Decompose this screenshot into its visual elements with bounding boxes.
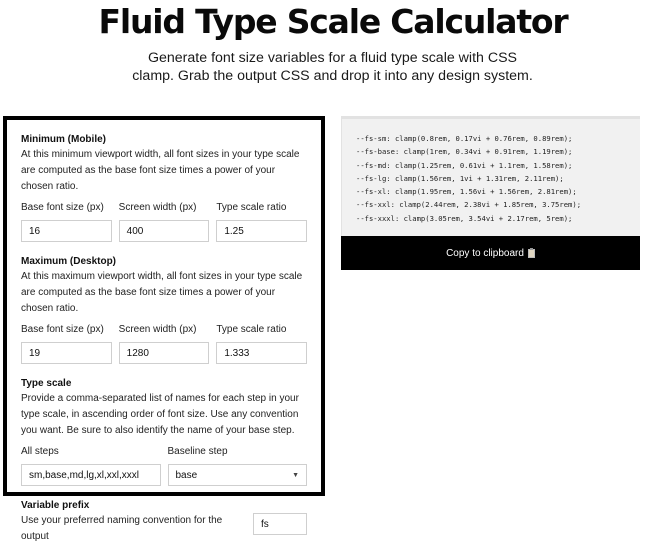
prefix-section	[21, 500, 307, 545]
variable-prefix-input[interactable]: fs	[253, 513, 307, 535]
field-label: Baseline step	[167, 446, 228, 457]
maximum-section	[21, 256, 307, 364]
max-screen-width-input[interactable]: 1280	[119, 342, 210, 364]
code-line: --fs-xl: clamp(1.95rem, 1.56vi + 1.56rem, 2.81rem);	[356, 187, 577, 197]
css-output	[341, 116, 640, 236]
section-title: Minimum (Mobile)	[21, 134, 106, 145]
section-title: Maximum (Desktop)	[21, 256, 117, 267]
minimum-section	[21, 134, 307, 242]
chevron-down-icon: ▼	[292, 471, 299, 479]
section-title: Type scale	[21, 378, 72, 389]
subtitle-line-1: Generate font size variables for a fluid type scale with CSS	[147, 50, 518, 66]
code-line: --fs-xxl: clamp(2.44rem, 2.38vi + 1.85rem, 3.75rem);	[356, 200, 582, 210]
field-label: Type scale ratio	[216, 202, 287, 213]
page-title: Fluid Type Scale Calculator	[98, 2, 568, 41]
section-description: Provide a comma-separated list of names for each step in your type scale, in ascending order of font size. Use any convention you want. Be sure to also identify the name of your base step.	[21, 393, 299, 436]
min-screen-width-input[interactable]: 400	[119, 220, 210, 242]
clipboard-icon	[528, 249, 535, 258]
section-description: At this maximum viewport width, all font sizes in your type scale are computed as the base font size times a power of your chosen ratio.	[21, 271, 303, 314]
section-description: At this minimum viewport width, all font sizes in your type scale are computed as the base font size times a power of your chosen ratio.	[21, 149, 300, 192]
field-label: All steps	[21, 446, 59, 457]
code-line: --fs-md: clamp(1.25rem, 0.61vi + 1.1rem, 1.58rem);	[356, 160, 573, 170]
field-label: Screen width (px)	[118, 324, 197, 335]
section-title: Variable prefix	[21, 500, 90, 511]
field-label: Screen width (px)	[118, 202, 197, 213]
field-label: Base font size (px)	[21, 324, 104, 335]
min-base-font-size-input[interactable]: 16	[21, 220, 112, 242]
code-line: --fs-base: clamp(1rem, 0.34vi + 0.91rem, 1.19rem);	[356, 147, 573, 157]
settings-form	[3, 116, 325, 542]
all-steps-input[interactable]: sm,base,md,lg,xl,xxl,xxxl	[21, 464, 161, 486]
min-type-scale-ratio-input[interactable]: 1.25	[216, 220, 307, 242]
select-value: base	[175, 469, 198, 481]
copy-to-clipboard-button[interactable]	[341, 236, 640, 270]
page-subtitle	[100, 49, 565, 85]
field-label: Type scale ratio	[216, 324, 287, 335]
code-line: --fs-sm: clamp(0.8rem, 0.17vi + 0.76rem, 0.89rem);	[356, 134, 573, 143]
max-type-scale-ratio-input[interactable]: 1.333	[216, 342, 307, 364]
max-base-font-size-input[interactable]: 19	[21, 342, 112, 364]
output-panel	[341, 116, 640, 270]
baseline-step-select[interactable]	[168, 464, 308, 486]
code-line: --fs-xxxl: clamp(3.05rem, 3.54vi + 2.17rem, 5rem);	[356, 213, 573, 223]
code-line: --fs-lg: clamp(1.56rem, 1vi + 1.31rem, 2.11rem);	[356, 173, 564, 183]
section-description: Use your preferred naming convention for the output	[21, 515, 223, 542]
subtitle-line-2: clamp. Grab the output CSS and drop it into any design system.	[132, 68, 533, 84]
field-label: Base font size (px)	[21, 202, 104, 213]
copy-label: Copy to clipboard	[446, 247, 524, 259]
type-scale-section	[21, 378, 307, 486]
